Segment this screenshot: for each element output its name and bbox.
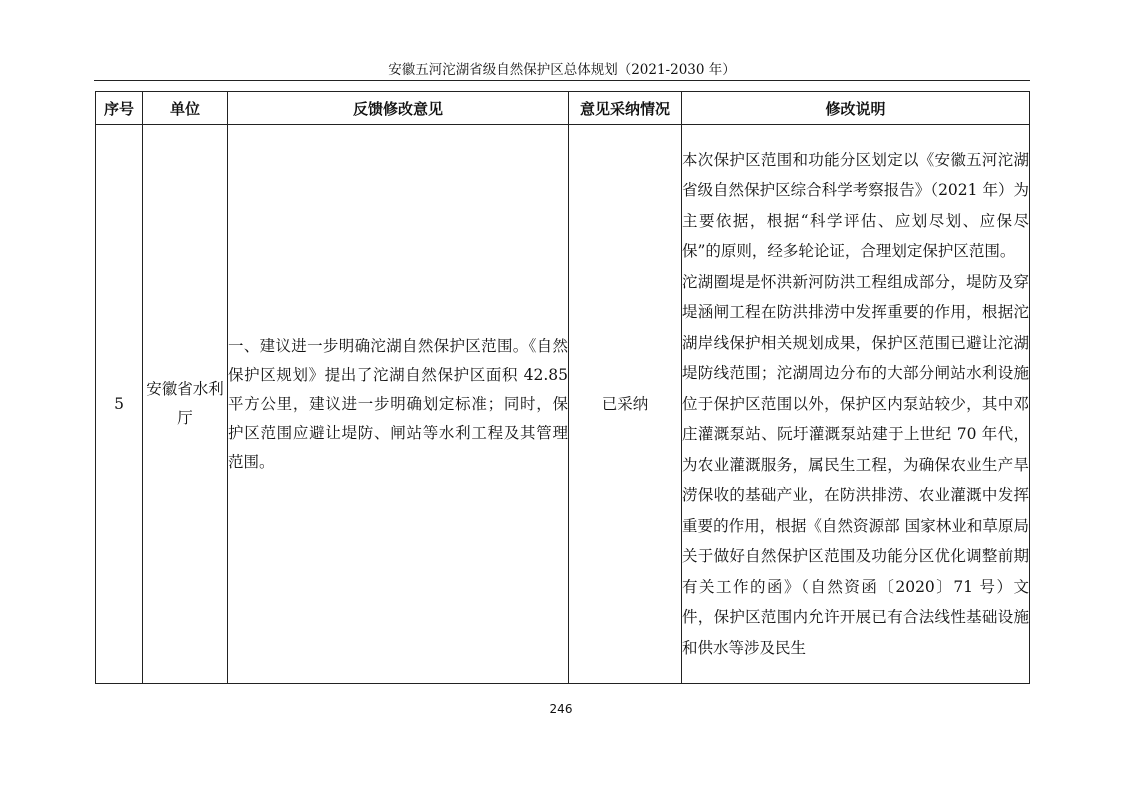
running-header: 安徽五河沱湖省级自然保护区总体规划（2021-2030 年） xyxy=(388,62,736,78)
row-explanation-cell xyxy=(682,125,1030,684)
explanation-paragraph-1: 本次保护区范围和功能分区划定以《安徽五河沱湖省级自然保护区综合科学考察报告》（2021 年）为主要依据，根据“科学评估、应划尽划、应保尽保”的原则，经多轮论证，合理划定保护区范围。 xyxy=(682,150,1029,261)
explanation-paragraph-2: 沱湖圈堤是怀洪新河防洪工程组成部分，堤防及穿堤涵闸工程在防洪排涝中发挥重要的作用，根据沱湖岸线保护相关规划成果，保护区范围已避让沱湖堤防线范围；沱湖周边分布的大部分闸站水利设施位于保护区范围以外，保护区内泵站较少，其中邓庄灌溉泵站、阮圩灌溉泵站建于上世纪 70 年代，为农业灌溉服务，属民生工程，为确保农业生产旱涝保收的基础产业，在防洪排涝、农业灌溉中发挥重要的作用，根据《自然资源部 国家林业和草原局关于做好自然保护区范围及功能分区优化调整前期有关工作的函》（自然资函〔2020〕71 号）文件，保护区范围内允许开展已有合法线性基础设施和供水等涉及民生 xyxy=(682,272,1029,657)
table-header-row xyxy=(96,92,1030,125)
column-header-opinion: 反馈修改意见 xyxy=(228,92,569,125)
column-header-index: 序号 xyxy=(96,92,143,125)
column-header-unit: 单位 xyxy=(143,92,228,125)
row-unit-cell: 安徽省水利厅 xyxy=(143,125,228,684)
header-rule xyxy=(94,80,1030,81)
column-header-explanation: 修改说明 xyxy=(682,92,1030,125)
table-row xyxy=(96,125,1030,684)
column-header-status: 意见采纳情况 xyxy=(569,92,682,125)
page-number: 246 xyxy=(549,702,573,716)
row-status-cell: 已采纳 xyxy=(569,125,682,684)
row-index-cell: 5 xyxy=(96,125,143,684)
feedback-table xyxy=(95,91,1030,684)
row-opinion-cell: 一、建议进一步明确沱湖自然保护区范围。《自然保护区规划》提出了沱湖自然保护区面积 42.85 平方公里，建议进一步明确划定标准；同时，保护区范围应避让堤防、闸站等水利工程及其管理范围。 xyxy=(228,125,569,684)
